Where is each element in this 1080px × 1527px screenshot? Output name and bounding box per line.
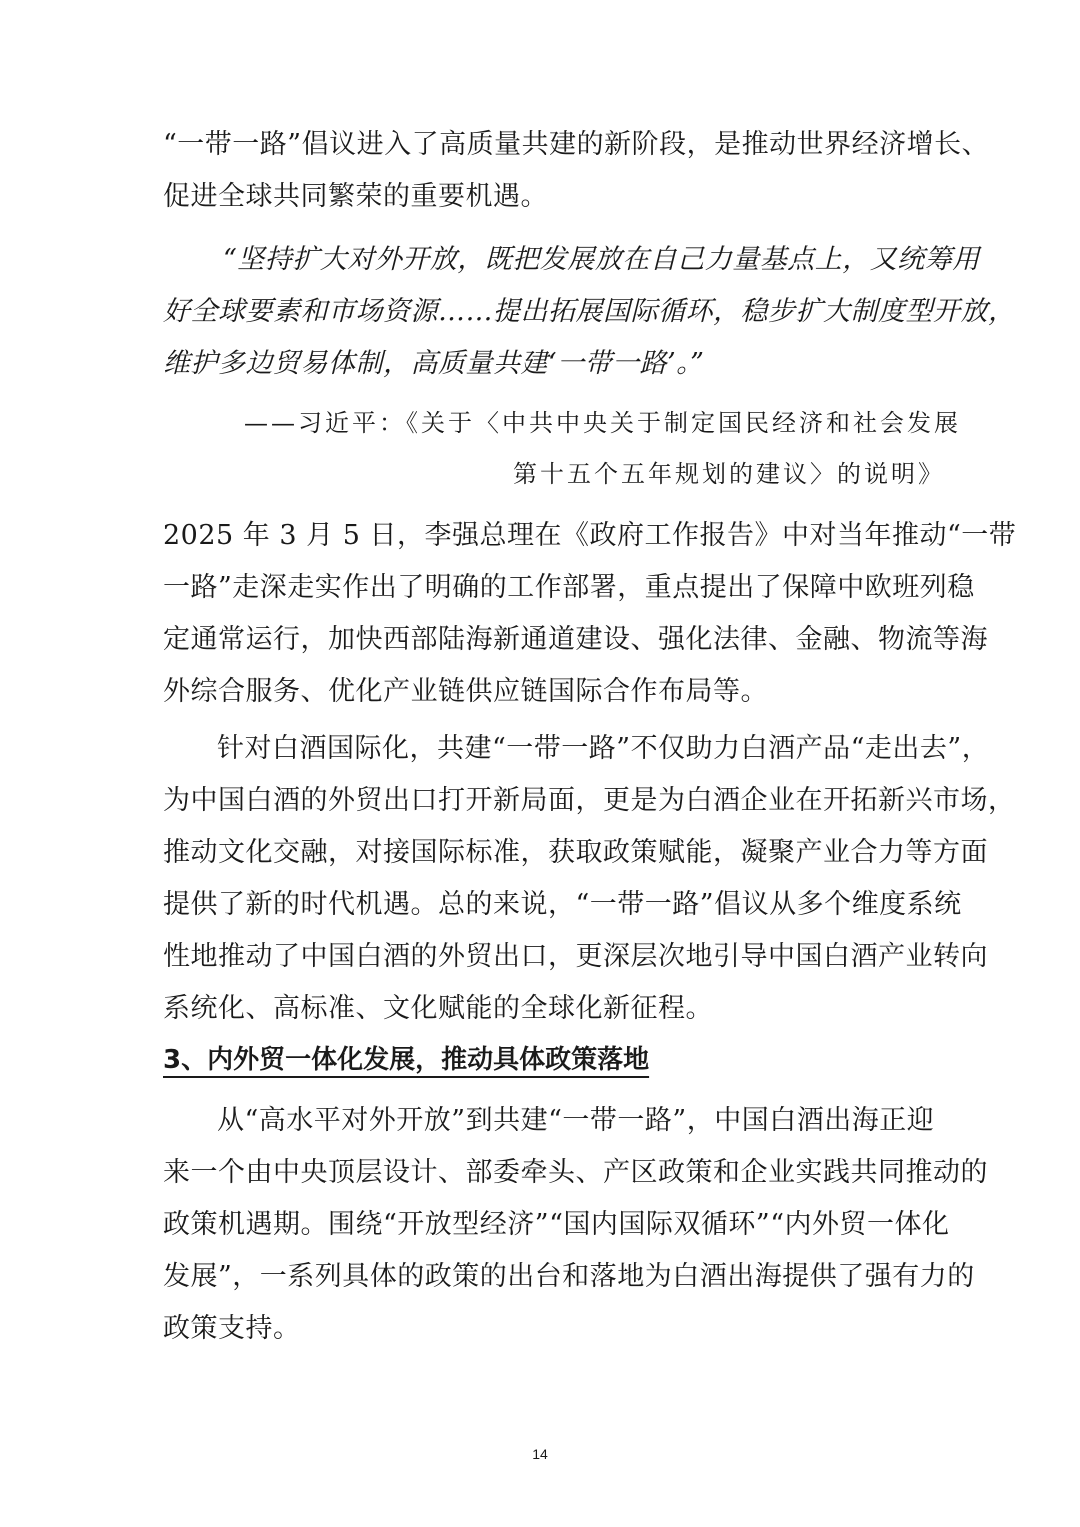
paragraph-line: 政策支持。: [163, 1313, 301, 1344]
paragraph-line: 定通常运行，加快西部陆海新通道建设、强化法律、金融、物流等海: [163, 624, 988, 655]
paragraph-line: 发展”，一系列具体的政策的出台和落地为白酒出海提供了强有力的: [163, 1261, 975, 1292]
paragraph-government-work-report: [163, 510, 1017, 718]
paragraph-line: 来一个由中央顶层设计、部委牵头、产区政策和企业实践共同推动的: [163, 1157, 988, 1188]
paragraph-baijiu-internationalization: [163, 723, 1016, 1035]
paragraph-line: 性地推动了中国白酒的外贸出口，更深层次地引导中国白酒产业转向: [163, 941, 988, 972]
quote-line: 维护多边贸易体制，高质量共建‘一带一路’。”: [163, 348, 705, 379]
quote-source-line: ——习近平：《关于〈中共中央关于制定国民经济和社会发展: [244, 409, 961, 437]
paragraph-line: 从“高水平对外开放”到共建“一带一路”，中国白酒出海正迎: [217, 1105, 935, 1136]
paragraph-line: 为中国白酒的外贸出口打开新局面，更是为白酒企业在开拓新兴市场，: [163, 785, 1016, 816]
quote-source-line: 第十五个五年规划的建议〉的说明》: [513, 460, 945, 488]
paragraph-line: 推动文化交融，对接国际标准，获取政策赋能，凝聚产业合力等方面: [163, 837, 988, 868]
paragraph-line: 促进全球共同繁荣的重要机遇。: [163, 181, 548, 212]
paragraph-line: 提供了新的时代机遇。总的来说，“一带一路”倡议从多个维度系统: [163, 889, 962, 920]
quote-block: [163, 234, 1016, 390]
quote-line: 好全球要素和市场资源……提出拓展国际循环，稳步扩大制度型开放，: [163, 296, 1016, 327]
paragraph-line: 系统化、高标准、文化赋能的全球化新征程。: [163, 993, 713, 1024]
section-heading: 3、内外贸一体化发展，推动具体政策落地: [163, 1045, 650, 1075]
paragraph-line: 一路”走深走实作出了明确的工作部署，重点提出了保障中欧班列稳: [163, 572, 975, 603]
page-number: 14: [532, 1446, 548, 1462]
paragraph-line: 针对白酒国际化，共建“一带一路”不仅助力白酒产品“走出去”，: [217, 733, 990, 764]
paragraph-line: 2025 年 3 月 5 日，李强总理在《政府工作报告》中对当年推动“一带: [163, 520, 1017, 551]
paragraph-line: 外综合服务、优化产业链供应链国际合作布局等。: [163, 676, 768, 707]
quote-line: “坚持扩大对外开放，既把发展放在自己力量基点上，又统筹用: [223, 244, 980, 275]
paragraph-policy-opportunity: [163, 1095, 988, 1355]
paragraph-line: “一带一路”倡议进入了高质量共建的新阶段，是推动世界经济增长、: [163, 129, 990, 160]
paragraph-belt-and-road-stage: [163, 119, 990, 223]
paragraph-line: 政策机遇期。围绕“开放型经济”“国内国际双循环”“内外贸一体化: [163, 1209, 950, 1240]
